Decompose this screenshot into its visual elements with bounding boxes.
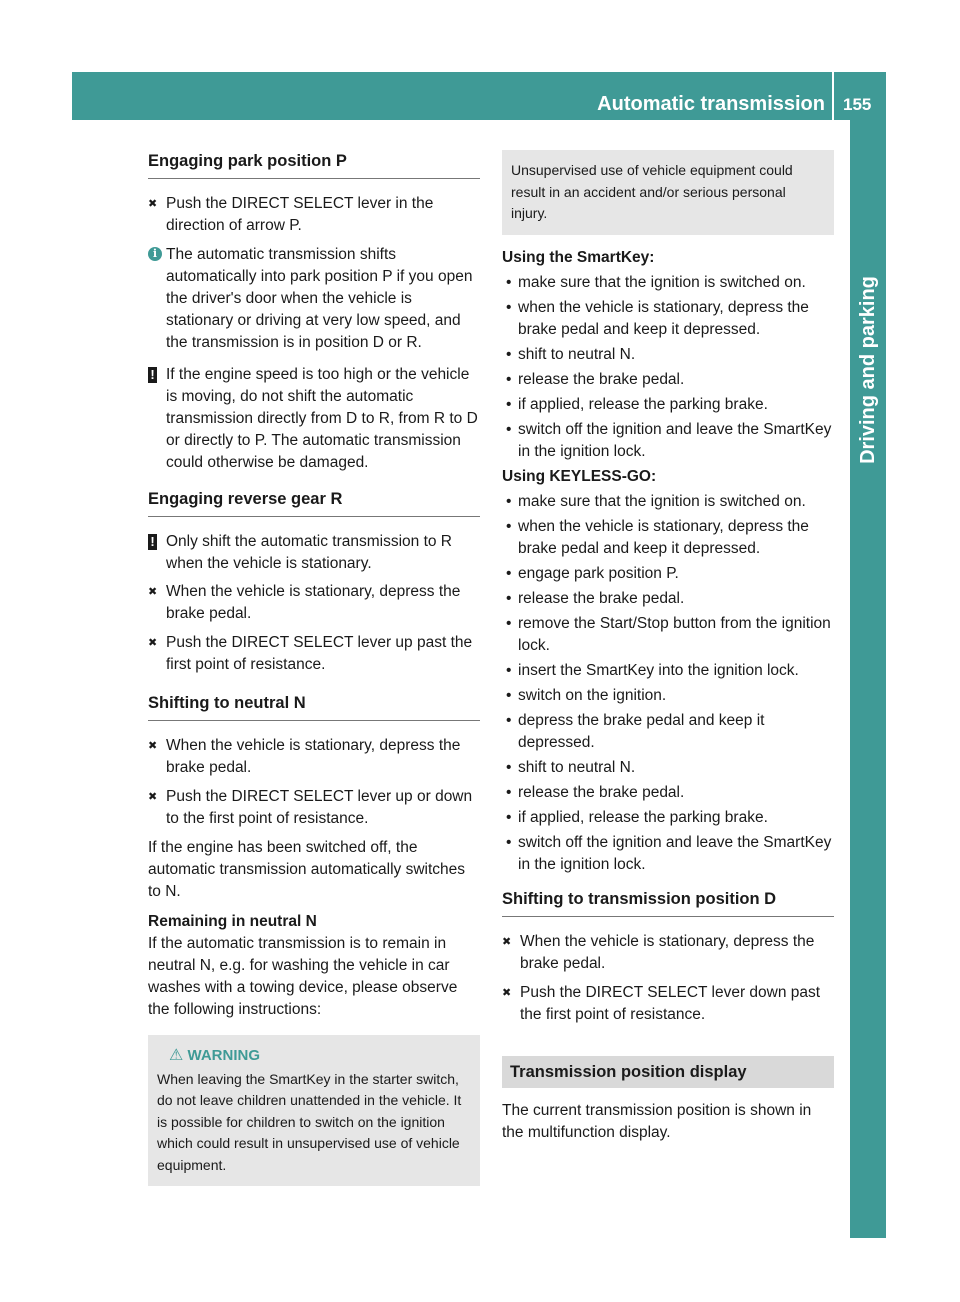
list-item bbox=[502, 272, 834, 294]
info-icon: i bbox=[148, 247, 162, 261]
bullet-icon: • bbox=[506, 395, 512, 413]
step-arrow-icon: ✖ bbox=[502, 986, 512, 999]
list-item-text: switch on the ignition. bbox=[518, 686, 667, 704]
caution-note bbox=[148, 364, 480, 474]
step-arrow-icon: ✖ bbox=[148, 740, 158, 752]
header-divider bbox=[832, 72, 834, 120]
list-item bbox=[502, 394, 834, 416]
heading-drive: Shifting to transmission position D bbox=[502, 888, 834, 917]
step-text: Push the DIRECT SELECT lever down past the first point of resistance. bbox=[520, 983, 821, 1023]
list-item bbox=[502, 419, 834, 463]
step-item bbox=[148, 632, 480, 676]
step-item bbox=[502, 982, 834, 1026]
bullet-icon: • bbox=[506, 808, 512, 826]
caution-text: If the engine speed is too high or the vehicle is moving, do not shift the automatic transmission directly from D to R, from R to D or directly to P. The automatic transmission could otherwise be damaged. bbox=[166, 366, 478, 471]
heading-park: Engaging park position P bbox=[148, 150, 480, 179]
list-item bbox=[502, 297, 834, 341]
exclamation-icon: ! bbox=[148, 367, 157, 383]
step-arrow-icon: ✖ bbox=[148, 637, 158, 649]
bullet-icon: • bbox=[506, 686, 512, 704]
warning-text: When leaving the SmartKey in the starter switch, do not leave children unattended in the vehicle. It is possible for children to switch on the ignition which could result in unsupervised use of vehicle equipment. bbox=[157, 1070, 462, 1173]
subheading-keyless: Using KEYLESS-GO: bbox=[502, 467, 657, 485]
page-number: 155 bbox=[843, 95, 872, 114]
list-item-text: switch off the ignition and leave the SmartKey in the ignition lock. bbox=[518, 420, 832, 460]
step-arrow-icon: ✖ bbox=[148, 586, 158, 598]
step-text: Push the DIRECT SELECT lever in the direction of arrow P. bbox=[166, 195, 434, 234]
step-text: Push the DIRECT SELECT lever up or down to the first point of resistance. bbox=[166, 788, 473, 827]
paragraph: If the engine has been switched off, the automatic transmission automatically switches to N. bbox=[148, 839, 466, 900]
warning-box-continued bbox=[502, 150, 834, 235]
bullet-icon: • bbox=[506, 492, 512, 510]
bullet-icon: • bbox=[506, 614, 512, 632]
bullet-icon: • bbox=[506, 833, 512, 851]
step-item bbox=[148, 735, 480, 779]
list-item-text: make sure that the ignition is switched on. bbox=[518, 492, 806, 510]
list-item-text: switch off the ignition and leave the SmartKey in the ignition lock. bbox=[518, 833, 832, 873]
list-item bbox=[502, 757, 834, 779]
list-item-text: engage park position P. bbox=[518, 564, 679, 582]
list-item-text: shift to neutral N. bbox=[518, 758, 636, 776]
heading-neutral: Shifting to neutral N bbox=[148, 692, 480, 721]
step-text: When the vehicle is stationary, depress the brake pedal. bbox=[166, 737, 461, 776]
header-bar bbox=[72, 72, 886, 120]
keyless-list bbox=[502, 491, 834, 876]
list-item-text: insert the SmartKey into the ignition lock. bbox=[518, 661, 799, 679]
list-item bbox=[502, 807, 834, 829]
smartkey-list bbox=[502, 272, 834, 463]
info-note bbox=[148, 244, 480, 354]
warning-text: Unsupervised use of vehicle equipment could result in an accident and/or serious personal injury. bbox=[511, 162, 793, 221]
subheading-smartkey: Using the SmartKey: bbox=[502, 248, 655, 266]
step-item bbox=[148, 786, 480, 830]
bullet-icon: • bbox=[506, 758, 512, 776]
step-arrow-icon: ✖ bbox=[148, 791, 158, 803]
warning-title-row bbox=[157, 1045, 471, 1067]
bullet-icon: • bbox=[506, 589, 512, 607]
warning-triangle-icon: ⚠ bbox=[169, 1047, 184, 1064]
bullet-icon: • bbox=[506, 370, 512, 388]
list-item-text: shift to neutral N. bbox=[518, 345, 636, 363]
left-column bbox=[148, 150, 480, 1186]
list-item bbox=[502, 685, 834, 707]
bullet-icon: • bbox=[506, 564, 512, 582]
step-text: When the vehicle is stationary, depress the brake pedal. bbox=[166, 583, 461, 622]
step-arrow-icon: ✖ bbox=[502, 935, 512, 948]
bullet-icon: • bbox=[506, 273, 512, 291]
list-item bbox=[502, 344, 834, 366]
paragraph: The current transmission position is shown in the multifunction display. bbox=[502, 1101, 812, 1141]
list-item-text: depress the brake pedal and keep it depressed. bbox=[518, 711, 765, 751]
caution-text: Only shift the automatic transmission to R when the vehicle is stationary. bbox=[166, 533, 453, 572]
subheading-remaining: Remaining in neutral N bbox=[148, 913, 317, 930]
bullet-icon: • bbox=[506, 420, 512, 438]
list-item-text: when the vehicle is stationary, depress the brake pedal and keep it depressed. bbox=[518, 298, 809, 338]
bullet-icon: • bbox=[506, 711, 512, 729]
bullet-icon: • bbox=[506, 783, 512, 801]
bullet-icon: • bbox=[506, 661, 512, 679]
list-item bbox=[502, 613, 834, 657]
paragraph: If the automatic transmission is to remain in neutral N, e.g. for washing the vehicle in car washes with a towing device, please observe the following instructions: bbox=[148, 935, 458, 1018]
list-item bbox=[502, 369, 834, 391]
list-item-text: when the vehicle is stationary, depress the brake pedal and keep it depressed. bbox=[518, 517, 809, 557]
warning-box bbox=[148, 1035, 480, 1186]
list-item-text: make sure that the ignition is switched on. bbox=[518, 273, 806, 291]
caution-note bbox=[148, 531, 480, 575]
section-heading-display: Transmission position display bbox=[502, 1056, 834, 1088]
bullet-icon: • bbox=[506, 345, 512, 363]
list-item bbox=[502, 491, 834, 513]
bullet-icon: • bbox=[506, 298, 512, 316]
list-item-text: release the brake pedal. bbox=[518, 589, 685, 607]
exclamation-icon: ! bbox=[148, 534, 157, 550]
step-item bbox=[148, 193, 480, 237]
list-item bbox=[502, 832, 834, 876]
list-item-text: if applied, release the parking brake. bbox=[518, 808, 768, 826]
warning-title: WARNING bbox=[187, 1047, 261, 1064]
list-item-text: remove the Start/Stop button from the ignition lock. bbox=[518, 614, 831, 654]
list-item bbox=[502, 782, 834, 804]
list-item bbox=[502, 516, 834, 560]
side-tab-label: Driving and parking bbox=[857, 276, 879, 464]
info-text: The automatic transmission shifts automatically into park position P if you open the driver's door when the vehicle is stationary or driving at very low speed, and the transmission is in position D or R. bbox=[166, 246, 473, 351]
step-item bbox=[502, 931, 834, 975]
right-column bbox=[502, 155, 834, 1152]
step-item bbox=[148, 581, 480, 625]
bullet-icon: • bbox=[506, 517, 512, 535]
page-title: Automatic transmission bbox=[597, 93, 825, 115]
list-item-text: if applied, release the parking brake. bbox=[518, 395, 768, 413]
step-text: Push the DIRECT SELECT lever up past the first point of resistance. bbox=[166, 634, 473, 673]
list-item bbox=[502, 660, 834, 682]
list-item-text: release the brake pedal. bbox=[518, 370, 685, 388]
list-item-text: release the brake pedal. bbox=[518, 783, 685, 801]
list-item bbox=[502, 563, 834, 585]
list-item bbox=[502, 588, 834, 610]
heading-reverse: Engaging reverse gear R bbox=[148, 488, 480, 517]
step-arrow-icon: ✖ bbox=[148, 198, 158, 210]
step-text: When the vehicle is stationary, depress the brake pedal. bbox=[520, 932, 815, 972]
list-item bbox=[502, 710, 834, 754]
